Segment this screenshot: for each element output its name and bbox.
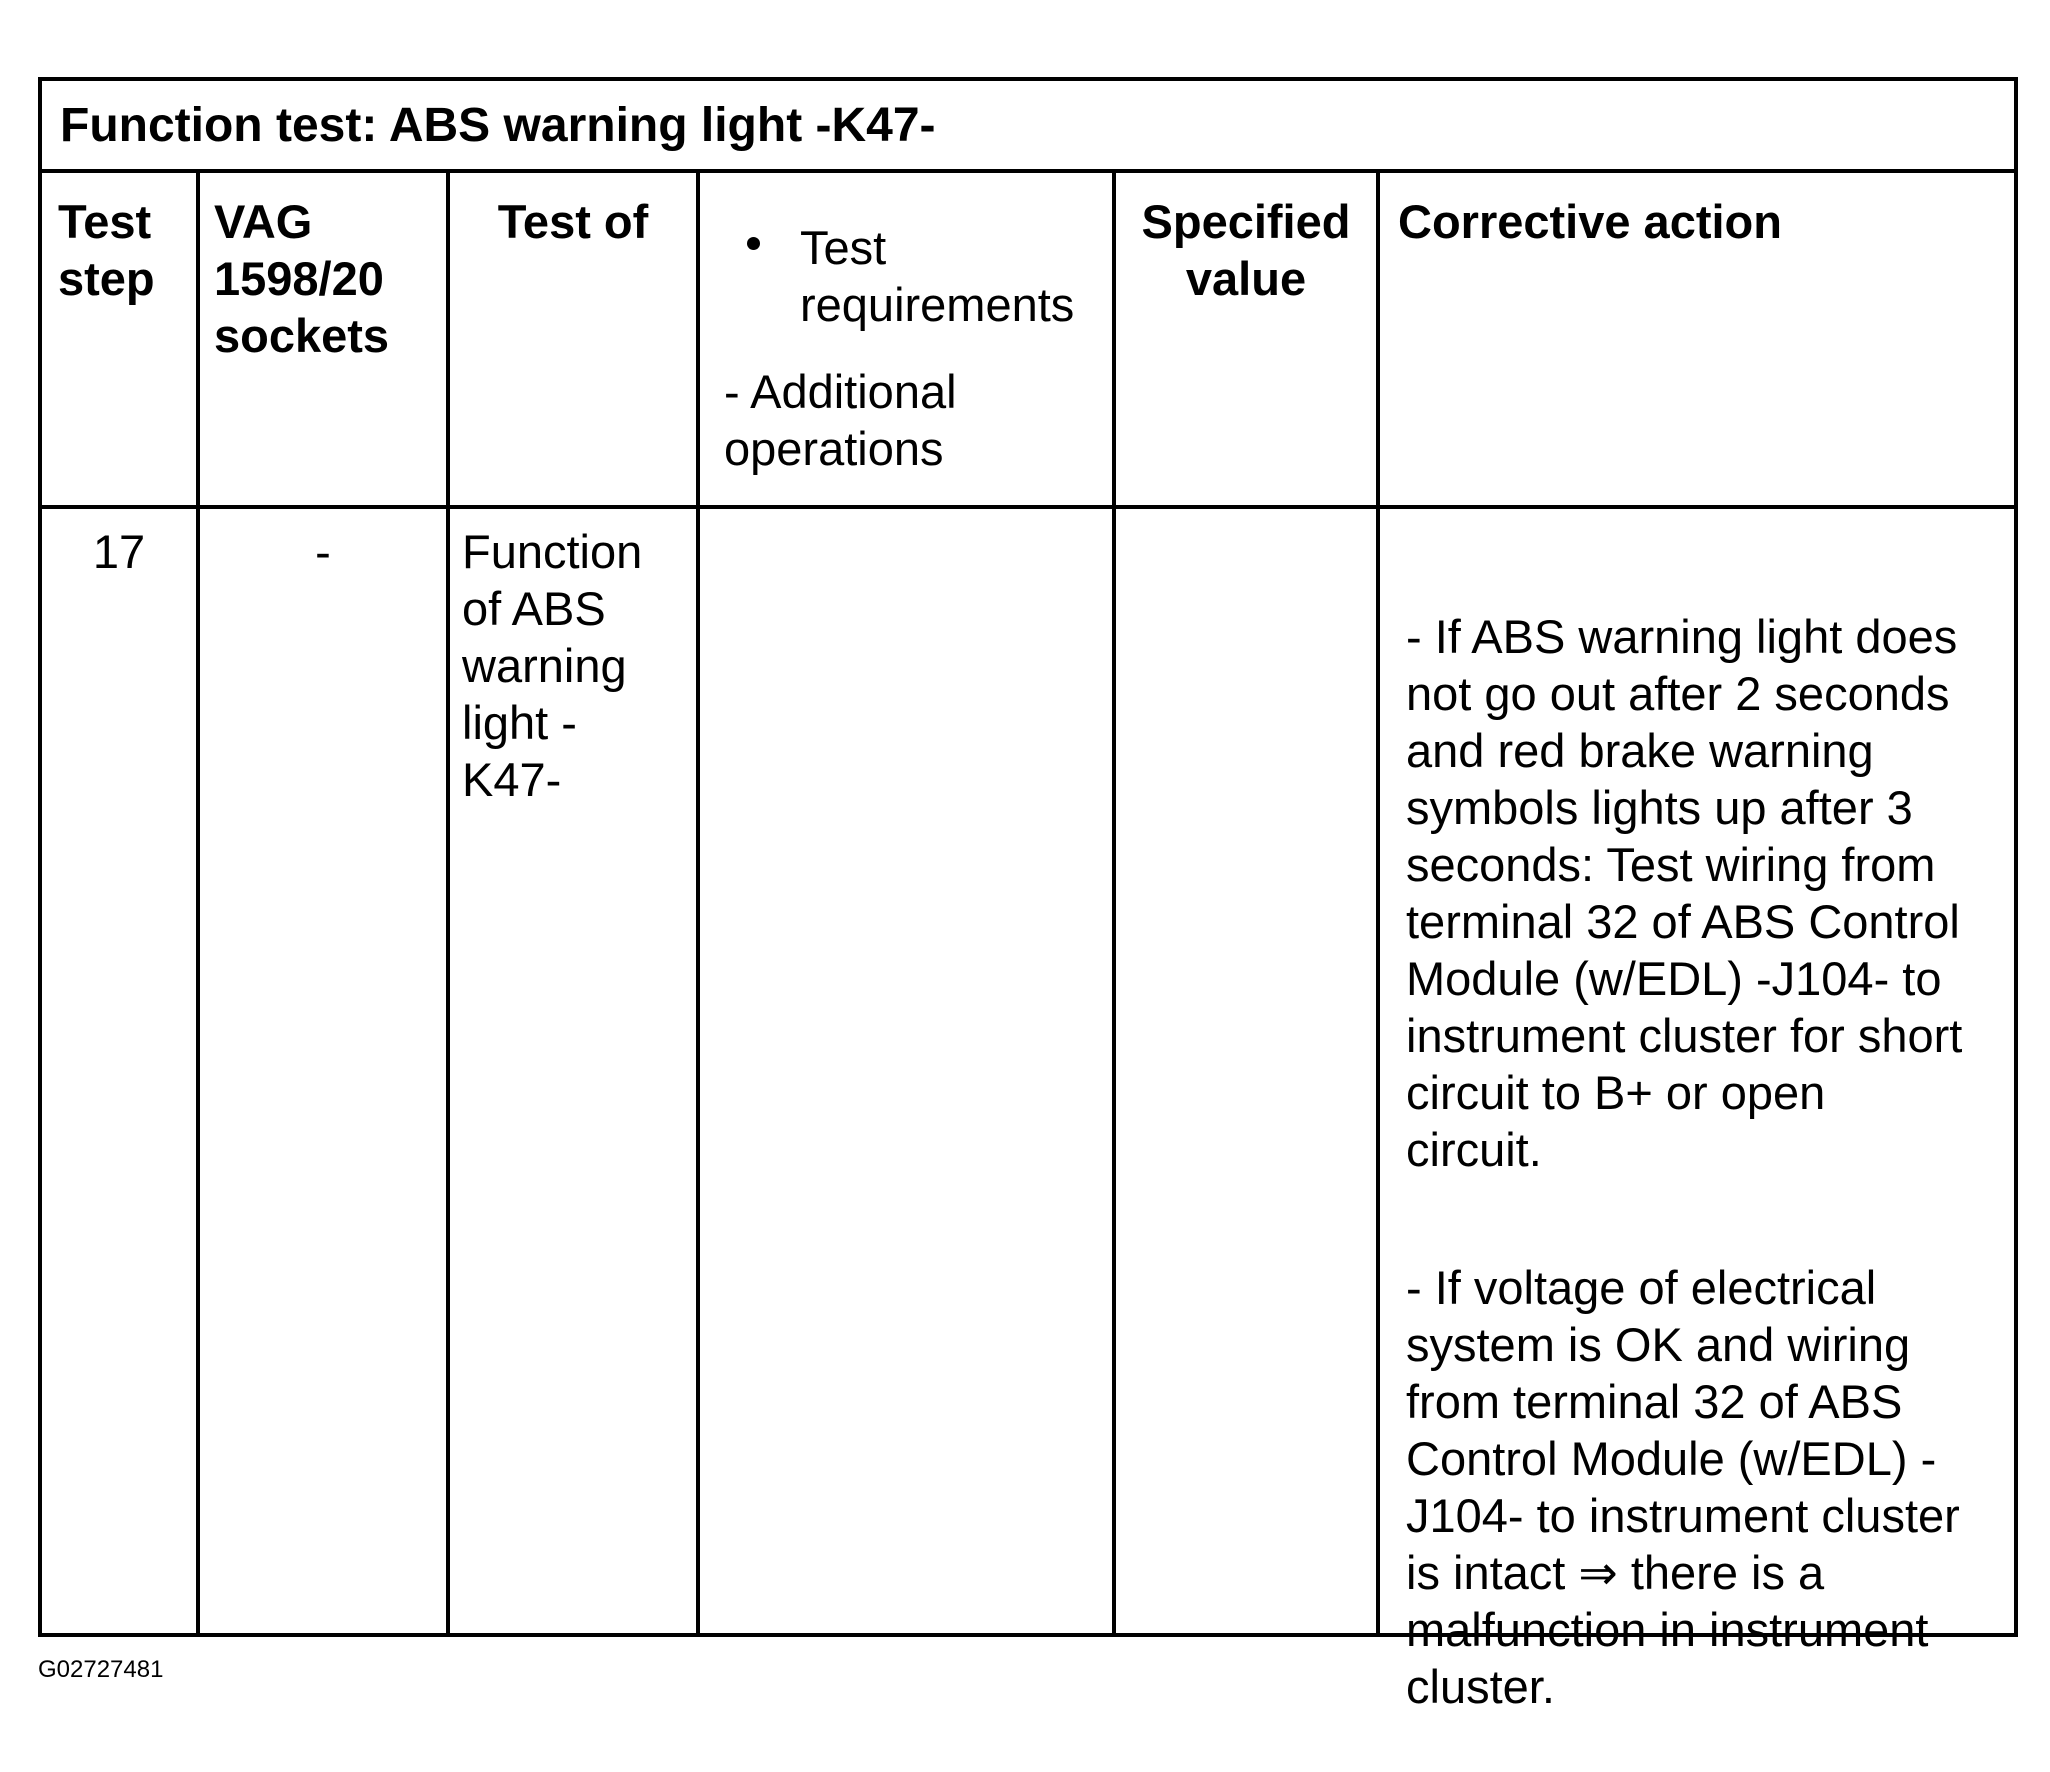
table-title: Function test: ABS warning light -K47- xyxy=(60,99,936,152)
table-title-row xyxy=(42,81,2014,173)
header-specified-value: Specified value xyxy=(1141,195,1351,305)
column-divider xyxy=(196,173,200,1633)
cell-vag-sockets: - xyxy=(315,525,331,578)
header-vag-sockets: VAG 1598/20 sockets xyxy=(214,195,390,362)
header-row-divider xyxy=(42,505,2014,509)
cell-corrective-action xyxy=(1406,551,2016,1772)
header-test-step: Test step xyxy=(58,195,155,305)
column-divider xyxy=(1112,173,1116,1633)
column-divider xyxy=(446,173,450,1633)
cell-test-step: 17 xyxy=(92,525,146,578)
figure-id: G02727481 xyxy=(38,1656,164,1683)
header-test-of: Test of xyxy=(497,195,649,248)
header-additional-operations: - Additional operations xyxy=(724,365,957,475)
corrective-action-paragraph: - If voltage of electrical system is OK and wiring from terminal 32 of ABS Control Module (w/EDL) - J104- to instrument cluster is intact ⇒ there is a malfunction in instrument cluster. xyxy=(1406,1261,1960,1713)
corrective-action-paragraph: - If ABS warning light does not go out after 2 seconds and red brake warning symbols lights up after 3 seconds: Test wiring from terminal 32 of ABS Control Module (w/EDL) -J104- to instrument cluster for short circuit to B+ or open circuit. xyxy=(1406,610,1963,1176)
header-test-requirements: Test requirements xyxy=(800,221,1075,331)
cell-test-of: Function of ABS warning light - K47- xyxy=(462,525,643,806)
header-corrective-action: Corrective action xyxy=(1398,195,1782,248)
column-divider xyxy=(1376,173,1380,1633)
bullet-icon xyxy=(747,237,760,250)
column-divider xyxy=(696,173,700,1633)
